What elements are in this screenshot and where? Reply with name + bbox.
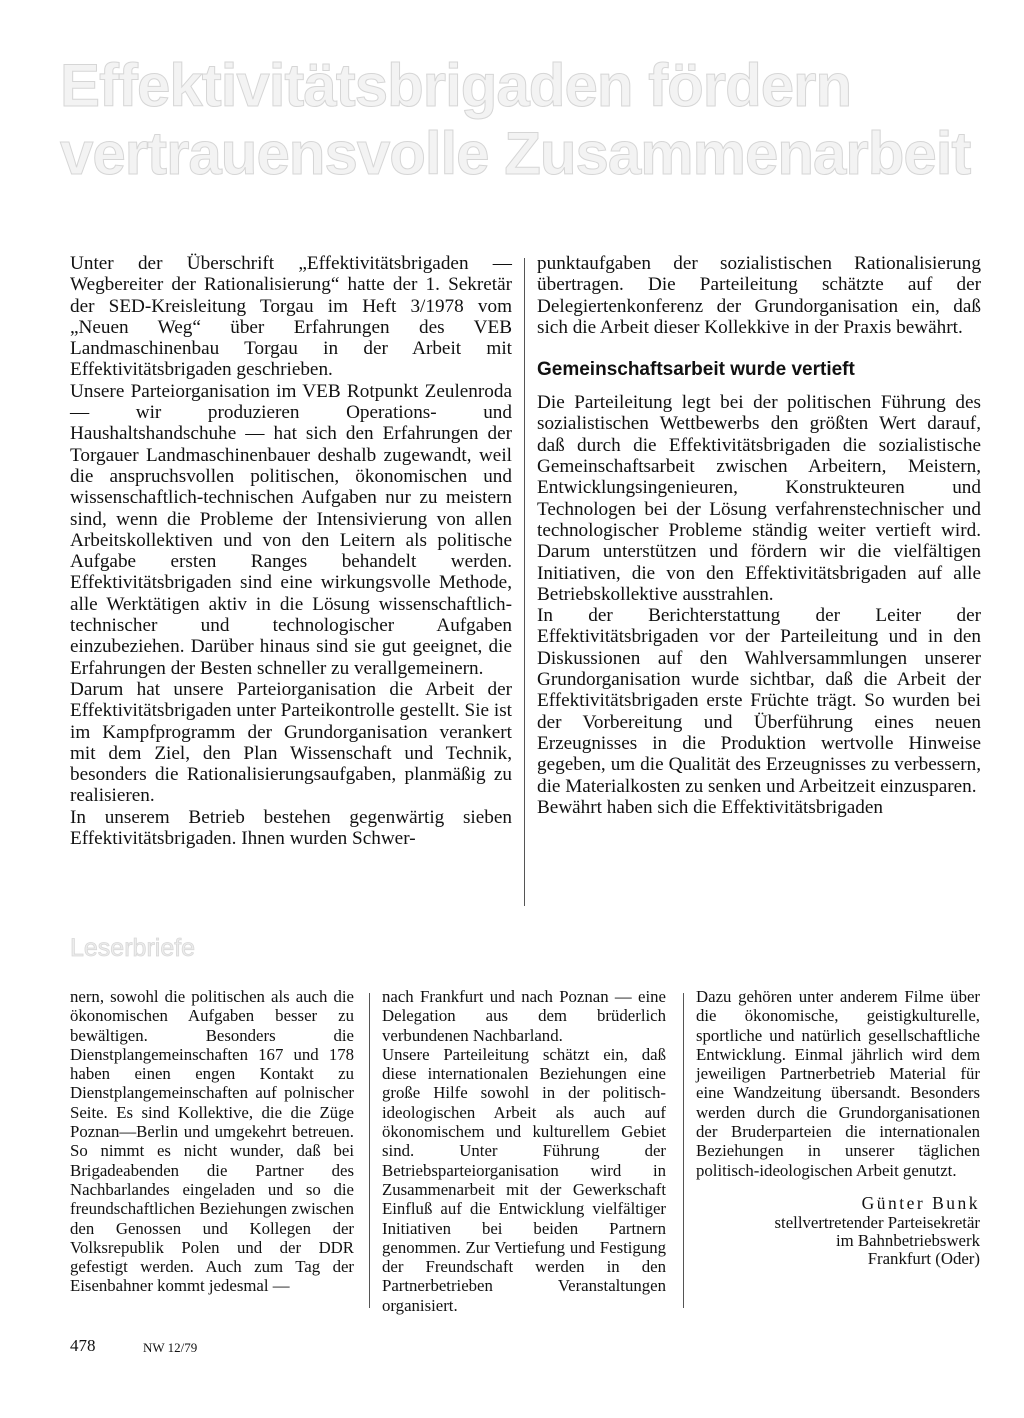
paragraph: In der Berichterstattung der Leiter der Effektivitätsbrigaden vor der Parteileitung und in den Diskussionen auf den Wahlversammlungen unserer Grundorganisation wurde sichtbar, daß die Arbeit der Effektivitätsbrigaden erste Früchte trägt. So wurden bei der Vorbereitung und Überführung eines neuen Erzeugnisses in die Produktion wertvolle Hinweise gegeben, um die Qualität des Erzeugnisses zu verbessern, die Materialkosten zu senken und Arbeitzeit einzusparen. — [537, 605, 981, 797]
paragraph: punktaufgaben der sozialistischen Rationalisierung übertragen. Die Parteileitung schätzte auf der Delegiertenkonferenz der Grundorganisation ein, daß sich die Arbeit dieser Kollekkive in der Praxis bewährt. — [537, 253, 981, 338]
section-subheading: Gemeinschaftsarbeit wurde vertieft — [537, 359, 855, 381]
headline-line-2: vertrauensvolle Zusammenarbeit — [60, 120, 971, 187]
article-headline — [60, 52, 1000, 188]
author-role-line: stellvertretender Parteisekretär — [774, 1212, 980, 1232]
column-divider — [369, 993, 370, 1308]
issue-label: NW 12/79 — [143, 1340, 198, 1355]
column-divider — [683, 993, 684, 1308]
paragraph: Unsere Parteileitung schätzt ein, daß diese internationalen Beziehungen eine große Hilfe sowohl in der politisch-ideologischen Arbeit als auch auf ökonomischem und kulturellem Gebiet sind. Unter Führung der Betriebsparteiorganisation wird in Zusammenarbeit mit der Gewerkschaft Einfluß auf die Entwicklung vielfältiger Initiativen bei beiden Partnern genommen. Zur Vertiefung und Festigung der Freundschaft werden in den Partnerbetrieben Veranstaltungen organisiert. — [382, 1044, 666, 1315]
paragraph: Unter der Überschrift „Effektivitätsbrigaden — Wegbereiter der Rationalisierung“ hatte der 1. Sekretär der SED-Kreisleitung Torgau im Heft 3/1978 vom „Neuen Weg“ über Erfahrungen des VEB Landmaschinenbau Torgau in der Arbeit mit Effektivitätsbrigaden geschrieben. — [70, 253, 512, 381]
section-label: Leserbriefe — [70, 934, 196, 962]
top-column-right — [537, 253, 981, 818]
top-column-left — [70, 253, 512, 849]
bottom-column-2 — [382, 987, 666, 1315]
paragraph: Darum hat unsere Parteiorganisation die Arbeit der Effektivitätsbrigaden unter Parteikontrolle gestellt. Sie ist im Kampfprogramm der Grundorganisation verankert mit dem Ziel, den Plan Wissenschaft und Technik, besonders die Rationalisierungsaufgaben, planmäßig zu realisieren. — [70, 678, 512, 807]
paragraph: Dazu gehören unter anderem Filme über die ökonomische, geistigkulturelle, sportliche und natürlich gesellschaftliche Entwicklung. Einmal jährlich wird dem jeweiligen Partnerbetrieb Material für eine Wandzeitung übersandt. Besonders werden durch die Grundorganisationen der Bruderparteien die internationalen Beziehungen in unserer täglichen politisch-ideologischen Arbeit genutzt. — [696, 987, 980, 1180]
author-role-line: im Bahnbetriebswerk — [835, 1230, 980, 1250]
author-role-line: Frankfurt (Oder) — [867, 1248, 980, 1268]
headline-line-1: Effektivitätsbrigaden fördern — [60, 52, 852, 119]
bottom-column-1 — [70, 987, 354, 1296]
paragraph: nach Frankfurt und nach Poznan — eine Delegation aus dem brüderlich verbundenen Nachbarland. — [382, 987, 666, 1045]
paragraph: In unserem Betrieb bestehen gegenwärtig sieben Effektivitätsbrigaden. Ihnen wurden Schwer- — [70, 806, 512, 850]
paragraph: Unsere Parteiorganisation im VEB Rotpunkt Zeulenroda — wir produzieren Operations- und Haushaltshandschuhe — hat sich den Erfahrungen der Torgauer Landmaschinenbauer deshalb zugewandt, weil die anspruchsvollen politischen, ökonomischen und wissenschaftlich-technischen Aufgaben nur zu meistern sind, wenn die Probleme der Intensivierung von allen Arbeitskollektiven und von den Leitern als politische Aufgabe ersten Ranges behandelt werden. Effektivitätsbrigaden sind eine wirkungsvolle Methode, alle Werktätigen aktiv in die Lösung wissenschaftlich-technischer und technologischer Aufgaben einzubeziehen. Darüber hinaus sind sie gut geeignet, die Erfahrungen der Besten schneller zu verallgemeinern. — [70, 380, 512, 679]
author-signature — [696, 1194, 980, 1268]
paragraph: Die Parteileitung legt bei der politischen Führung des sozialistischen Wettbewerbs den größten Wert darauf, daß durch die Effektivitätsbrigaden die sozialistische Gemeinschaftsarbeit zwischen Arbeitern, Meistern, Entwicklungsingenieuren, Konstrukteuren und Technologen bei der Lösung verfahrenstechnischer und technologischer Probleme ständig weiter vertieft wird. Darum unterstützen und fördern wir die vielfältigen Initiativen, die von den Effektivitätsbrigaden auf alle Betriebskollektive ausstrahlen. — [537, 392, 981, 605]
author-name: Günter Bunk — [861, 1192, 980, 1213]
page-number: 478 — [70, 1336, 96, 1355]
paragraph: nern, sowohl die politischen als auch die ökonomischen Aufgaben besser zu bewältigen. Besonders die Dienstplangemeinschaften 167 und 178 haben einen engen Kontakt zu Dienstplangemeinschaften auf polnischer Seite. Es sind Kollektive, die die Züge Poznan—Berlin und umgekehrt betreuen. So nimmt es nicht wunder, daß bei Brigadeabenden die Partner des Nachbarlandes eingeladen und so die freundschaftlichen Beziehungen zwischen den Genossen und Kollegen der Volksrepublik Polen und der DDR gefestigt werden. Auch zum Tag der Eisenbahner kommt jedesmal — — [70, 987, 354, 1296]
bottom-column-3 — [696, 987, 980, 1268]
column-divider — [524, 258, 525, 906]
paragraph: Bewährt haben sich die Effektivitätsbrigaden — [537, 796, 883, 818]
